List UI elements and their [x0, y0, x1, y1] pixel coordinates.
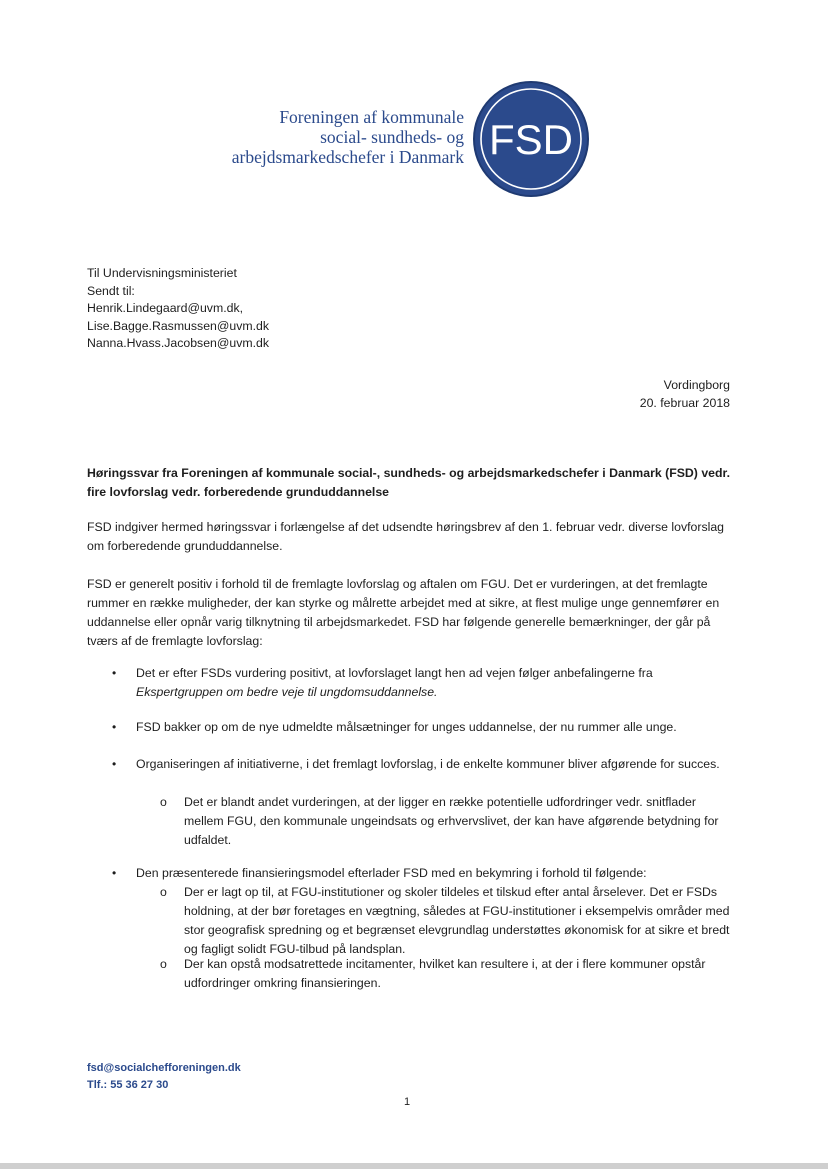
recipient-block: [87, 265, 269, 353]
sub-bullet-marker: o: [160, 885, 167, 899]
footer-email: fsd@socialchefforeningen.dk: [87, 1062, 241, 1074]
bullet-marker: •: [112, 866, 117, 880]
recipient-email: Lise.Bagge.Rasmussen@uvm.dk: [87, 318, 269, 333]
scan-bottom-edge: [0, 1163, 828, 1169]
sub-bullet-item: Der er lagt op til, at FGU-institutioner og skoler tildeles et tilskud efter antal årselever. Det er FSDs holdning, at der bør foretages en vægtning, således at FGU-institutioner i eksempelvis områder med stor geografisk spredning og et begrænset elevgrundlag understøttes økonomisk for at sikre et bredt og fagligt solidt FGU-tilbud på landsplan.: [184, 885, 730, 956]
recipient-email: Henrik.Lindegaard@uvm.dk,: [87, 301, 244, 315]
bullet-text: Det er efter FSDs vurdering positivt, at lovforslaget langt hen ad vejen følger anbefalingerne fra: [136, 666, 653, 680]
sub-bullet-item: Det er blandt andet vurderingen, at der ligger en række potentielle udfordringer vedr. snitflader mellem FGU, den kommunale ungeindsats og erhvervslivet, der kan have afgørende betydning for udfaldet.: [184, 795, 719, 847]
place: Vordingborg: [663, 378, 730, 392]
logo-text: FSD: [489, 116, 573, 163]
bullet-marker: •: [112, 757, 117, 771]
footer-phone: Tlf.: 55 36 27 30: [87, 1079, 169, 1091]
general-paragraph: FSD er generelt positiv i forhold til de fremlagte lovforslag og aftalen om FGU. Det er vurderingen, at det fremlagte rummer en række muligheder, der kan styrke og målrette arbejdet med at sikre, at flest mulige unge gennemfører en uddannelse eller opnår varig tilknytning til arbejdsmarkedet. FSD har følgende generelle bemærkninger, der går på tværs af de fremlagte lovforslag:: [87, 577, 720, 648]
recipient-email: Nanna.Hvass.Jacobsen@uvm.dk: [87, 336, 269, 350]
subject-heading: Høringssvar fra Foreningen af kommunale social-, sundheds- og arbejdsmarkedschefer i Danmark (FSD) vedr. fire lovforslag vedr. forberedende grunduddannelse: [87, 466, 731, 499]
bullet-marker: •: [112, 666, 117, 680]
bullet-italic-text: Ekspertgruppen om bedre veje til ungdomsuddannelse.: [136, 685, 438, 699]
bullet-item: Organiseringen af initiativerne, i det fremlagt lovforslag, i de enkelte kommuner bliver afgørende for succes.: [136, 757, 720, 771]
sub-bullet-marker: o: [160, 795, 167, 809]
date: 20. februar 2018: [639, 396, 730, 410]
sub-bullet-item: Der kan opstå modsatrettede incitamenter, hvilket kan resultere i, at der i flere kommuner opstår udfordringer omkring finansieringen.: [184, 957, 706, 990]
org-name-line: Foreningen af kommunale: [279, 107, 464, 127]
bullet-item: Den præsenterede finansieringsmodel efterlader FSD med en bekymring i forhold til følgende:: [136, 866, 647, 880]
organization-name: [232, 107, 464, 167]
fsd-logo: [472, 80, 590, 198]
intro-paragraph: FSD indgiver hermed høringssvar i forlængelse af det udsendte høringsbrev af den 1. februar vedr. diverse lovforslag om forberedende grunduddannelse.: [87, 520, 725, 553]
bullet-marker: •: [112, 720, 117, 734]
place-date: [640, 376, 730, 412]
org-name-line: social- sundheds- og: [320, 127, 464, 147]
page-number: 1: [404, 1096, 411, 1108]
bullet-item: FSD bakker op om de nye udmeldte målsætninger for unges uddannelse, der nu rummer alle unge.: [136, 720, 677, 734]
sub-bullet-marker: o: [160, 957, 167, 971]
bullet-item: [136, 664, 728, 702]
recipient-line: Til Undervisningsministeriet: [87, 266, 237, 280]
recipient-line: Sendt til:: [87, 283, 135, 298]
org-name-line: arbejdsmarkedschefer i Danmark: [231, 147, 464, 167]
footer-contact: [87, 1060, 241, 1094]
